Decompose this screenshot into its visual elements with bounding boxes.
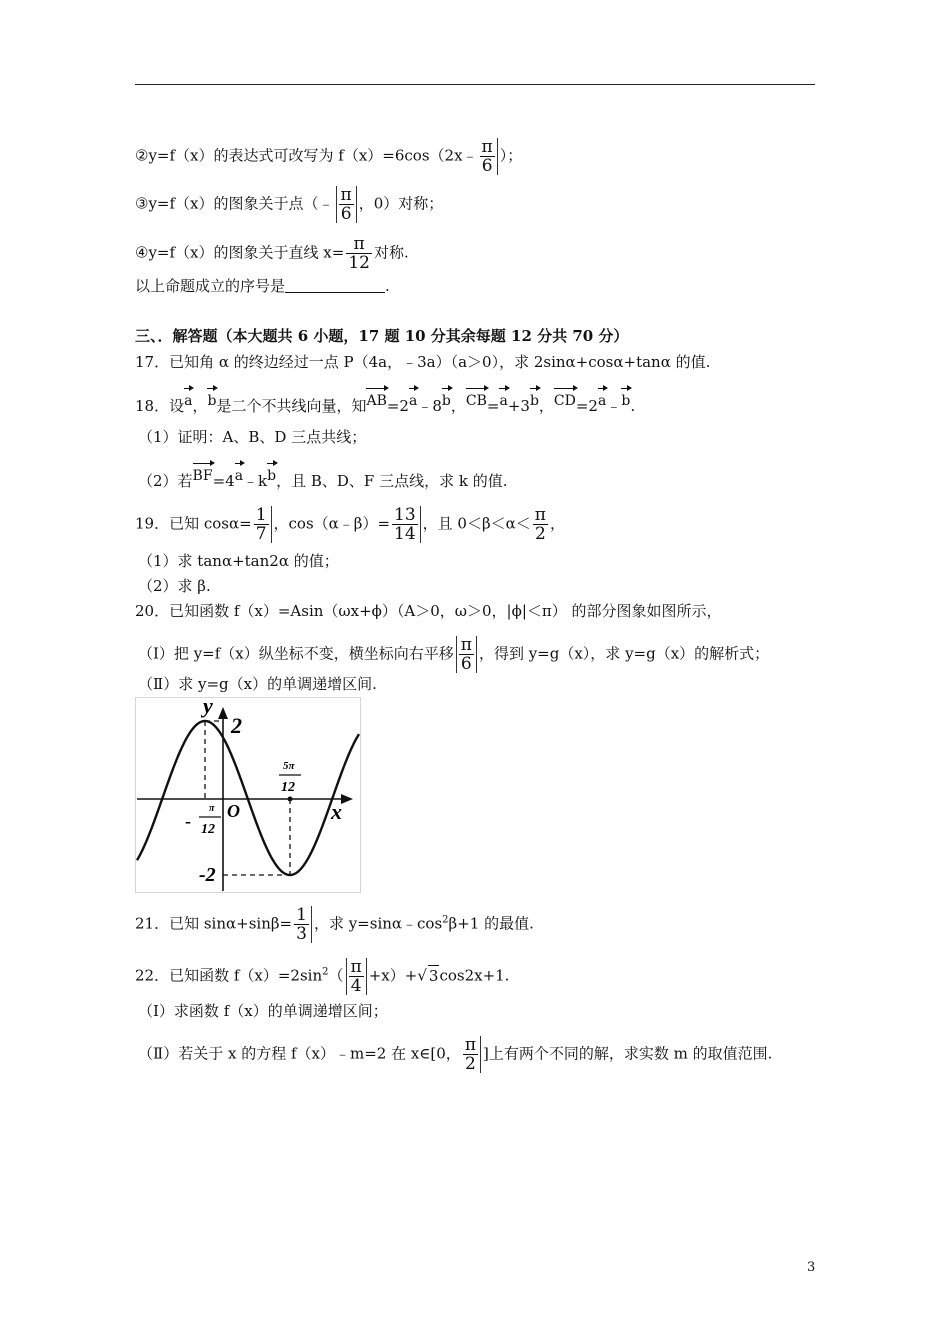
q18-part2-text: =4 [212, 472, 235, 490]
vector-AB: AB [366, 385, 386, 411]
proposition-4 [135, 235, 409, 272]
fraction-1-over-7 [254, 506, 272, 543]
question-19 [135, 506, 565, 543]
fraction-numerator: π [534, 505, 546, 525]
proposition-4-text: ④y=f（x）的图象关于直线 x= [135, 243, 345, 262]
q18-text: =2 [575, 397, 598, 415]
tick-dot [288, 797, 293, 802]
question-20: 20．已知函数 f（x）=Asin（ωx+ϕ）（A＞0，ω＞0，|ϕ|＜π） 的部分图象如图所示， [135, 602, 722, 620]
right-tick-denominator: 12 [281, 780, 295, 795]
vector-b: b [442, 385, 451, 411]
fraction-numerator: π [340, 185, 352, 205]
proposition-2-text: ②y=f（x）的表达式可改写为 f（x）=6cos（2x﹣ [135, 146, 478, 165]
max-value-label: 2 [231, 713, 242, 738]
fraction-denominator: 7 [255, 524, 267, 544]
right-tick-numerator: 5π [283, 760, 295, 772]
question-18-part-1: （1）证明：A、B、D 三点共线； [138, 428, 367, 446]
graph-frame [136, 698, 361, 893]
question-19-part-2: （2）求 β. [138, 577, 211, 595]
q18-part2-text: ﹣k [243, 472, 268, 490]
q18-text: ﹣8 [417, 397, 442, 415]
q22-part2-text: （Ⅱ）若关于 x 的方程 f（x）﹣m=2 在 x∈[0， [138, 1044, 461, 1063]
q18-part2-text: （2）若 [138, 472, 193, 490]
fraction-pi-over-6 [480, 138, 498, 175]
fraction-pi-over-4 [346, 958, 367, 995]
q18-part2-text: ，且 B、D、F 三点线，求 k 的值. [276, 472, 508, 490]
vector-a: a [184, 385, 192, 411]
y-axis-arrow [218, 707, 228, 719]
fraction-numerator: 13 [394, 505, 416, 525]
q22-text: （ [328, 966, 344, 985]
sine-graph [135, 697, 361, 893]
answer-prompt-end: . [385, 277, 390, 295]
fraction-pi-over-2 [463, 1036, 481, 1073]
fraction-numerator: π [353, 234, 365, 254]
vector-BF: BF [193, 460, 213, 486]
origin-label: O [227, 801, 240, 821]
proposition-2 [135, 138, 522, 175]
q19-text: ，cos（α﹣β）= [273, 514, 391, 533]
q22-part2-text: ]上有两个不同的解，求实数 m 的取值范围. [483, 1044, 773, 1063]
proposition-3 [135, 186, 443, 223]
section-heading: 三、．解答题（本大题共 6 小题，17 题 10 分其余每题 12 分共 70 分） [135, 327, 629, 345]
question-21 [135, 906, 534, 943]
vector-b: b [621, 385, 630, 411]
fraction-pi-over-12 [346, 235, 372, 272]
q19-text: ， [549, 514, 565, 533]
q18-sep: ， [538, 397, 554, 415]
fraction-numerator: 1 [255, 505, 267, 525]
question-22-part-2 [138, 1036, 772, 1073]
question-17: 17．已知角 α 的终边经过一点 P（4a，﹣3a）（a＞0），求 2sinα+cosα+tanα 的值. [135, 353, 711, 371]
proposition-3-end: ，0）对称； [358, 194, 444, 213]
fraction-numerator: π [350, 957, 362, 977]
question-19-part-1: （1）求 tanα+tan2α 的值； [138, 552, 339, 570]
left-tick-numerator: π [209, 803, 215, 814]
fraction-pi-over-6 [336, 186, 357, 223]
fraction-pi-over-2 [533, 506, 548, 543]
vector-CB: CB [466, 385, 487, 411]
fraction-denominator: 6 [460, 654, 472, 674]
fraction-13-over-14 [392, 506, 421, 543]
x-axis-label: x [331, 799, 342, 824]
q22-text: +x）+ [368, 966, 418, 985]
fraction-numerator: π [460, 635, 472, 655]
q20-part1-text: （Ⅰ）把 y=f（x）纵坐标不变，横坐标向右平移 [138, 644, 454, 663]
page-number: 3 [807, 1260, 816, 1275]
q18-sep: ， [450, 397, 466, 415]
q19-text: 19．已知 cosα= [135, 514, 252, 533]
q21-superscript: 2 [442, 914, 449, 926]
q22-superscript: 2 [322, 966, 329, 978]
q22-text: 22．已知函数 f（x）=2sin [135, 966, 323, 985]
question-18 [135, 385, 635, 416]
vector-a: a [409, 385, 417, 411]
fraction-1-over-3 [294, 906, 312, 943]
y-axis-label: y [203, 697, 213, 718]
left-tick-sign: - [185, 811, 191, 831]
q18-end: . [630, 397, 636, 415]
min-value-label: -2 [199, 864, 216, 886]
question-22: 22．已知函数 $f(x)=2\sin^2$（ $\frac{\pi}{4}$ +x）+√ 3cos2x+1. [135, 957, 510, 996]
answer-blank[interactable] [285, 276, 385, 293]
vector-b: b [207, 385, 216, 411]
q21-text: 21．已知 sinα+sinβ= [135, 914, 293, 933]
left-tick-denominator: 12 [201, 822, 215, 837]
sqrt-radicand: 3 [428, 966, 439, 985]
question-22-part-1: （Ⅰ）求函数 f（x）的单调递增区间； [138, 1002, 388, 1020]
proposition-2-end: ）； [499, 146, 523, 165]
fraction-numerator: π [464, 1035, 476, 1055]
question-20-part-2: （Ⅱ）求 y=g（x）的单调递增区间. [138, 675, 377, 693]
question-18-part-2 [138, 460, 508, 491]
sine-curve [137, 721, 359, 875]
vector-b: b [267, 460, 276, 486]
q18-text: ﹣ [606, 397, 622, 415]
vector-b: b [530, 385, 539, 411]
q21-text: β+1 的最值. [448, 914, 534, 933]
q18-sep: ， [192, 397, 208, 415]
header-rule [135, 84, 815, 85]
proposition-4-end: 对称. [373, 243, 409, 262]
q22-text: cos2x+1. [439, 966, 510, 985]
answer-prompt [135, 276, 390, 296]
q20-part1-text: ，得到 y=g（x），求 y=g（x）的解析式； [478, 644, 770, 663]
q21-text: ，求 y=sinα﹣cos [313, 914, 443, 933]
fraction-numerator: π [481, 137, 493, 157]
x-axis-arrow [341, 794, 353, 804]
fraction-pi-over-6 [456, 636, 477, 673]
q18-text: +3 [507, 397, 530, 415]
answer-prompt-text: 以上命题成立的序号是 [135, 277, 286, 295]
q18-text: 是二个不共线向量，知 [216, 397, 367, 415]
fraction-denominator: 6 [481, 156, 493, 176]
q18-text: =2 [386, 397, 409, 415]
q18-text: = [486, 397, 500, 415]
fraction-denominator: 3 [296, 924, 307, 944]
q19-text: ，且 0＜β＜α＜ [422, 514, 531, 533]
fraction-denominator: 6 [340, 204, 352, 224]
fraction-numerator: 1 [296, 905, 307, 925]
vector-a: a [235, 460, 243, 486]
vector-a: a [499, 385, 507, 411]
fraction-denominator: 2 [464, 1054, 476, 1074]
fraction-denominator: 2 [534, 524, 546, 544]
vector-a: a [598, 385, 606, 411]
proposition-3-text: ③y=f（x）的图象关于点（﹣ [135, 194, 334, 213]
fraction-denominator: 14 [394, 524, 416, 544]
fraction-denominator: 12 [348, 253, 370, 273]
fraction-denominator: 4 [350, 976, 362, 996]
q18-text: 18．设 [135, 397, 185, 415]
question-20-part-1 [138, 636, 769, 673]
vector-CD: CD [554, 385, 576, 411]
